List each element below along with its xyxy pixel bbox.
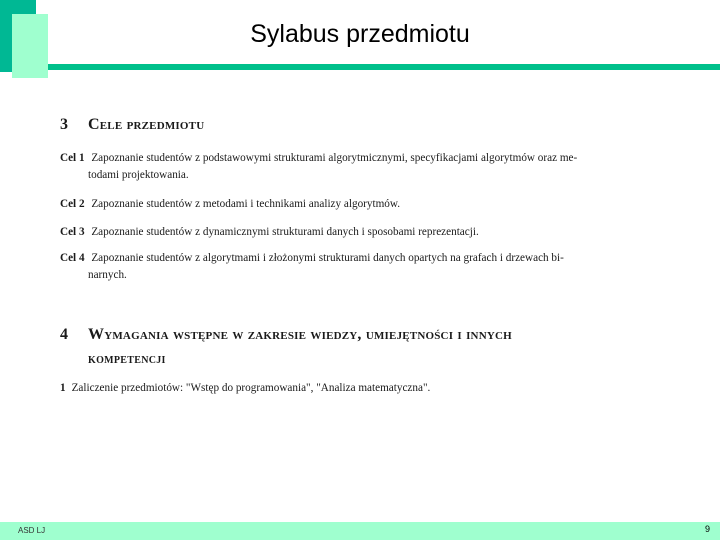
goal-item bbox=[60, 224, 600, 241]
goal-label: Cel 4 bbox=[60, 252, 85, 264]
requirement-number: 1 bbox=[60, 382, 66, 394]
section-4-title-line1: Wymagania wstępne w zakresie wiedzy, umiejętności i innych bbox=[88, 326, 512, 343]
goal-item bbox=[60, 196, 600, 213]
slide-title: Sylabus przedmiotu bbox=[250, 20, 470, 48]
requirement-item bbox=[60, 382, 430, 394]
goal-label: Cel 2 bbox=[60, 198, 85, 210]
goal-text-continuation: todami projektowania. bbox=[88, 169, 189, 181]
section-4-title-line2: kompetencji bbox=[88, 352, 166, 367]
section-3-number: 3 bbox=[60, 116, 68, 133]
goal-item bbox=[60, 250, 600, 284]
goal-label: Cel 3 bbox=[60, 226, 85, 238]
requirement-text: Zaliczenie przedmiotów: "Wstęp do programowania", "Analiza matematyczna". bbox=[71, 382, 431, 394]
goal-text: Zapoznanie studentów z metodami i technikami analizy algorytmów. bbox=[91, 198, 401, 210]
goal-item bbox=[60, 150, 600, 184]
header-divider bbox=[48, 64, 720, 70]
section-3-title: Cele przedmiotu bbox=[88, 116, 205, 133]
section-4-heading bbox=[60, 326, 512, 344]
footer-bar bbox=[0, 522, 720, 540]
footer-course-code: ASD LJ bbox=[18, 526, 46, 535]
section-3-heading bbox=[60, 116, 204, 134]
page-number: 9 bbox=[704, 524, 710, 534]
goal-text: Zapoznanie studentów z algorytmami i złożonymi strukturami danych opartych na grafach i drzewach bi- bbox=[91, 252, 564, 264]
goal-label: Cel 1 bbox=[60, 152, 85, 164]
section-4-number: 4 bbox=[60, 326, 68, 343]
goal-text-continuation: narnych. bbox=[88, 269, 127, 281]
goal-text: Zapoznanie studentów z dynamicznymi strukturami danych i sposobami reprezentacji. bbox=[91, 226, 479, 238]
goal-text: Zapoznanie studentów z podstawowymi strukturami algorytmicznymi, specyfikacjami algorytmów oraz me- bbox=[91, 152, 578, 164]
